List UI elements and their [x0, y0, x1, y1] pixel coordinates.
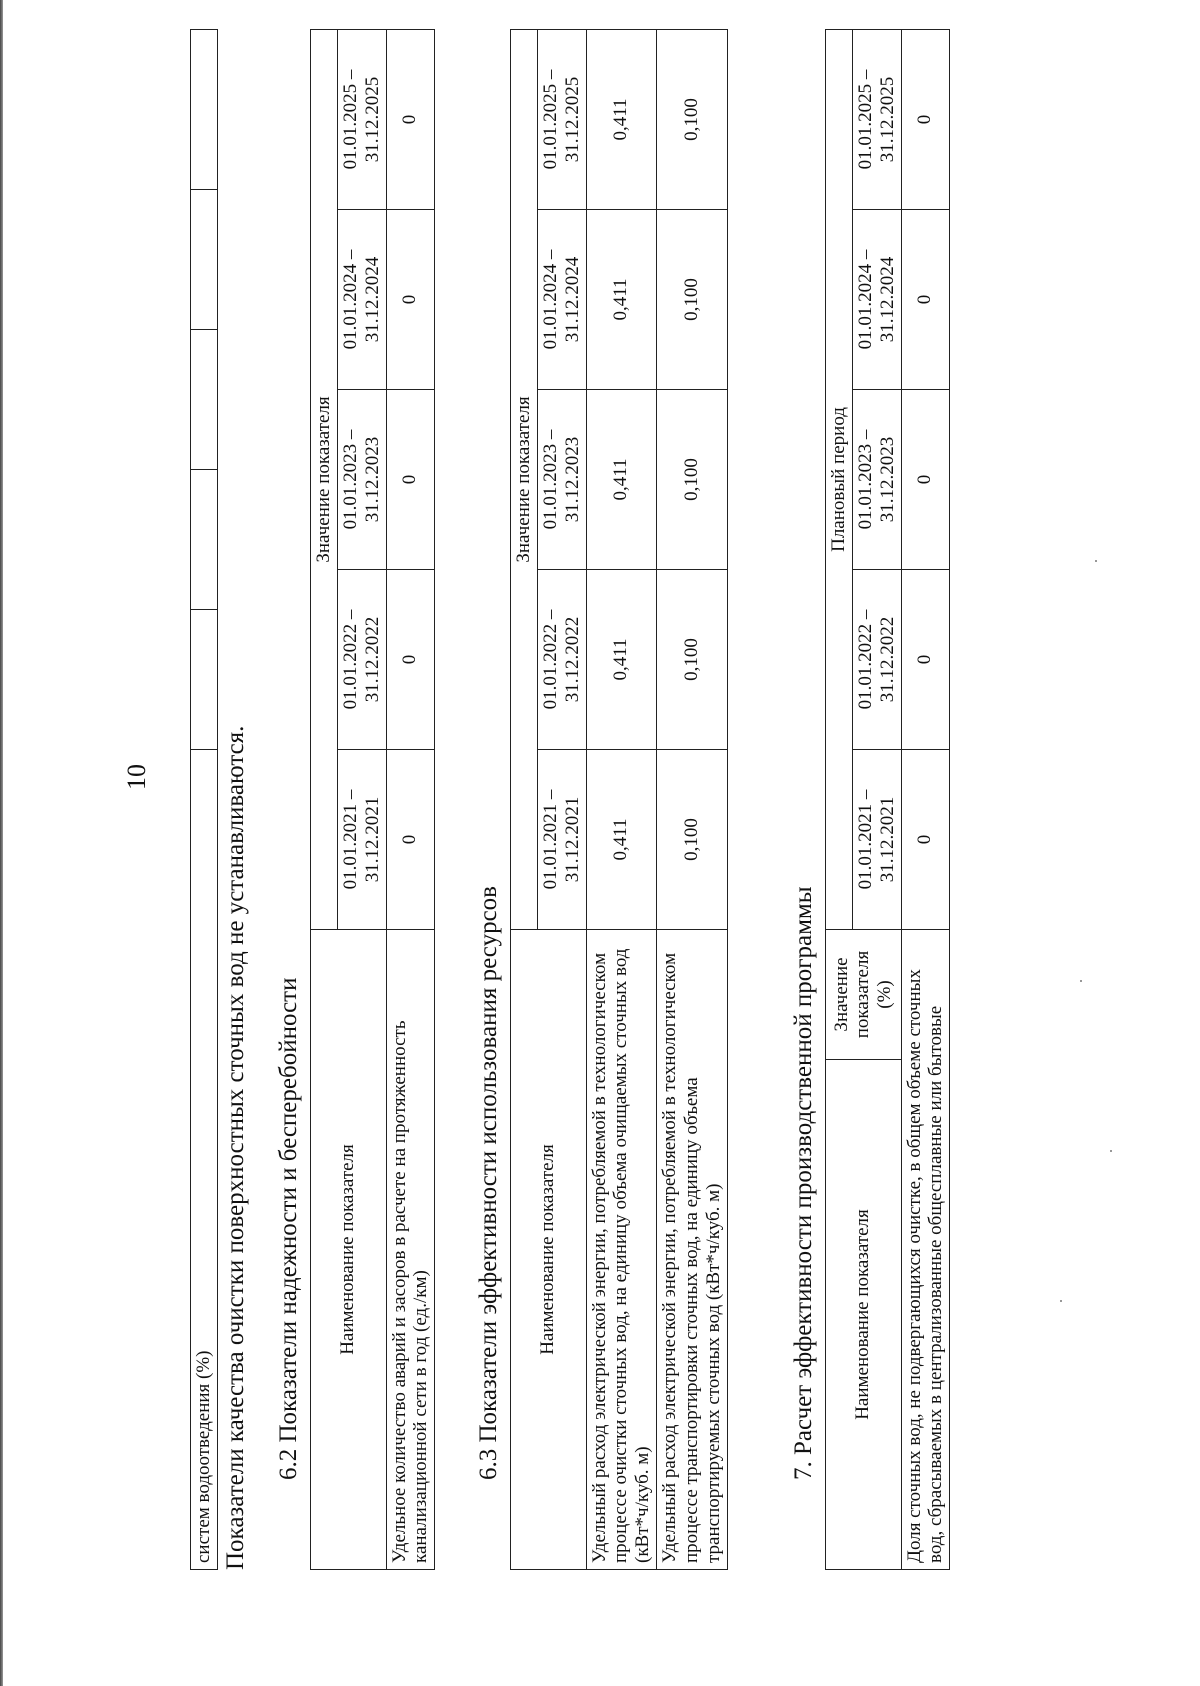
- period-header: 01.01.2023 – 31.12.2023: [852, 390, 901, 570]
- reliability-table: [310, 29, 435, 1570]
- indicator-value: 0: [901, 29, 950, 209]
- section-6-3-heading: 6.3 Показатели эффективности использования ресурсов: [475, 886, 502, 1480]
- indicator-value: 0,100: [657, 570, 728, 750]
- indicator-name: Удельный расход электрической энергии, потребляемой в технологическом процессе транспортировки сточных вод, на единицу объема транспортируемых сточных вод (кВт*ч/куб. м): [657, 930, 728, 1570]
- period-header: 01.01.2022 – 31.12.2022: [537, 570, 586, 750]
- indicator-value: 0,100: [657, 29, 728, 209]
- indicator-value: 0,100: [657, 390, 728, 570]
- col-header-name: Наименование показателя: [511, 930, 587, 1570]
- col-header-value: Значение показателя (%): [826, 930, 902, 1060]
- indicator-value: 0: [901, 210, 950, 390]
- scan-left-edge: [0, 0, 3, 1686]
- page-number: 10: [122, 764, 151, 790]
- indicator-value: 0: [901, 750, 950, 930]
- indicator-value: 0: [386, 390, 435, 570]
- period-header: 01.01.2023 – 31.12.2023: [537, 390, 586, 570]
- period-header: 01.01.2024 – 31.12.2024: [337, 210, 386, 390]
- indicator-name: Удельный расход электрической энергии, потребляемой в технологическом процессе очистки сточных вод, на единицу объема очищаемых сточных вод (кВт*ч/куб. м): [586, 930, 657, 1570]
- carryover-label: систем водоотведения (%): [191, 750, 218, 1570]
- indicator-value: 0,411: [586, 570, 657, 750]
- indicator-value: 0: [386, 570, 435, 750]
- col-header-value: Значение показателя: [311, 29, 338, 929]
- indicator-value: 0: [901, 570, 950, 750]
- indicator-value: 0,411: [586, 29, 657, 209]
- table-row: [586, 29, 657, 1569]
- section-6-2-heading: 6.2 Показатели надежности и бесперебойности: [275, 977, 302, 1480]
- indicator-value: 0,100: [657, 210, 728, 390]
- indicator-value: 0,411: [586, 390, 657, 570]
- table-row: [901, 29, 950, 1569]
- empty-cell: [191, 190, 218, 330]
- carryover-table: [190, 29, 218, 1570]
- indicator-value: 0: [386, 29, 435, 209]
- surface-water-note: Показатели качества очистки поверхностных сточных вод не устанавливаются.: [222, 725, 249, 1570]
- table-row: [386, 29, 435, 1569]
- indicator-value: 0: [386, 210, 435, 390]
- indicator-name: Удельное количество аварий и засоров в расчете на протяженность канализационной сети в год (ед./км): [386, 930, 435, 1570]
- indicator-value: 0: [901, 390, 950, 570]
- period-header: 01.01.2023 – 31.12.2023: [337, 390, 386, 570]
- period-header: 01.01.2024 – 31.12.2024: [852, 210, 901, 390]
- col-header-name: Наименование показателя: [826, 1060, 902, 1570]
- rotated-page: [122, 30, 1180, 1570]
- empty-cell: [191, 610, 218, 750]
- indicator-value: 0,411: [586, 210, 657, 390]
- col-header-name: Наименование показателя: [311, 930, 387, 1570]
- col-header-period: Плановый период: [826, 29, 853, 929]
- section-7-heading: 7. Расчет эффективности производственной программы: [790, 886, 817, 1480]
- period-header: 01.01.2022 – 31.12.2022: [852, 570, 901, 750]
- period-header: 01.01.2025 – 31.12.2025: [537, 29, 586, 209]
- indicator-name: Доля сточных вод, не подвергающихся очистке, в общем объеме сточных вод, сбрасываемых в централизованные общесплавные или бытовые: [901, 930, 950, 1570]
- table-row: [657, 29, 728, 1569]
- indicator-value: 0: [386, 750, 435, 930]
- col-header-value: Значение показателя: [511, 29, 538, 929]
- empty-cell: [191, 330, 218, 470]
- period-header: 01.01.2021 – 31.12.2021: [337, 750, 386, 930]
- period-header: 01.01.2022 – 31.12.2022: [337, 570, 386, 750]
- empty-cell: [191, 30, 218, 190]
- program-efficiency-table: [825, 29, 950, 1570]
- resource-efficiency-table: [510, 29, 728, 1570]
- indicator-value: 0,100: [657, 750, 728, 930]
- period-header: 01.01.2024 – 31.12.2024: [537, 210, 586, 390]
- indicator-value: 0,411: [586, 750, 657, 930]
- period-header: 01.01.2025 – 31.12.2025: [337, 29, 386, 209]
- period-header: 01.01.2025 – 31.12.2025: [852, 29, 901, 209]
- empty-cell: [191, 470, 218, 610]
- period-header: 01.01.2021 – 31.12.2021: [537, 750, 586, 930]
- period-header: 01.01.2021 – 31.12.2021: [852, 750, 901, 930]
